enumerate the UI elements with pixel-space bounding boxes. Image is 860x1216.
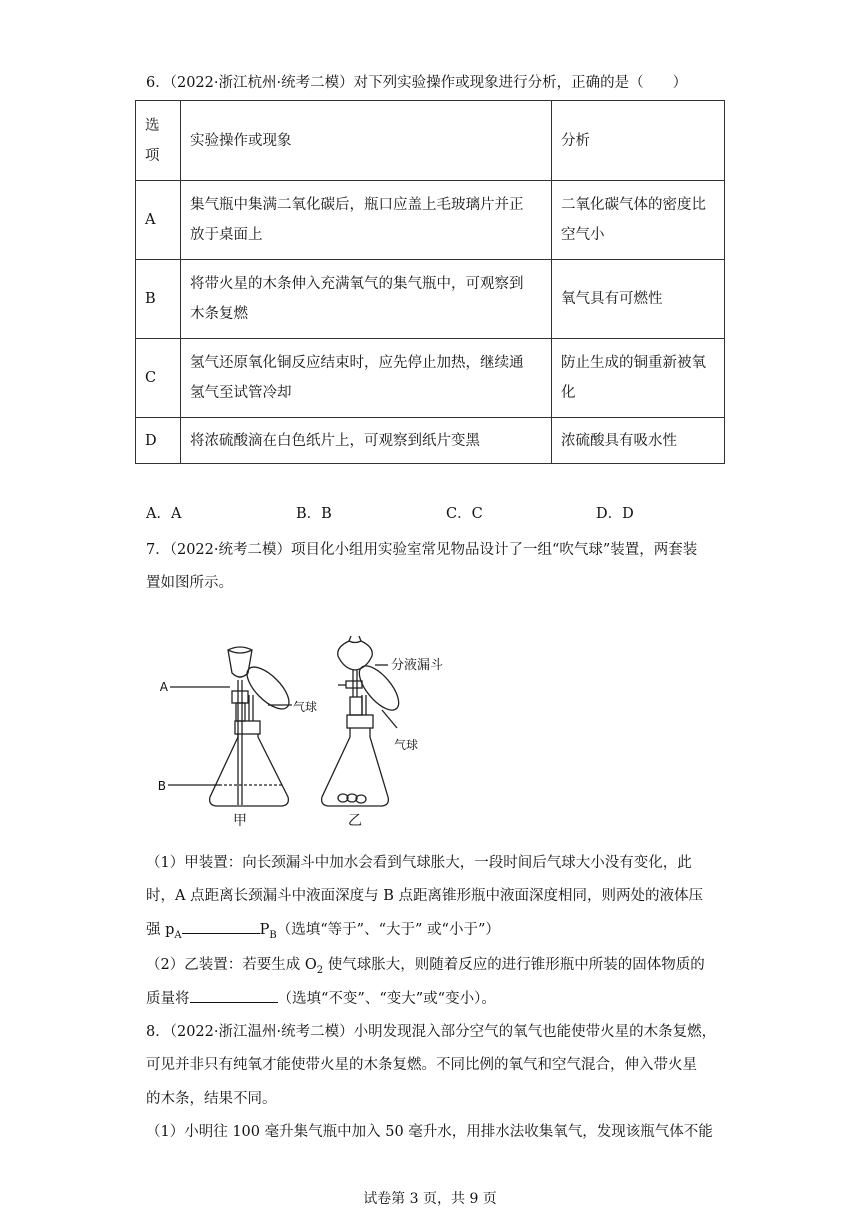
q8-line4: （1）小明往 100 毫升集气瓶中加入 50 毫升水，用排水法收集氧气，发现该瓶气体不能 — [146, 1124, 713, 1140]
header-analysis: 分析 — [552, 101, 725, 181]
table-row — [136, 260, 725, 339]
row-option: B — [136, 260, 181, 339]
q7-part1-line3: 强 $p_A$ $P_B$（选填“等于”、“大于” 或“小于”） — [146, 919, 500, 946]
q7-stem-line1: 7．（2022·统考二模）项目化小组用实验室常见物品设计了一组“吹气球”装置，两套装 — [146, 542, 698, 558]
header-operation: 实验操作或现象 — [181, 101, 552, 181]
row-operation: 集气瓶中集满二氧化碳后，瓶口应盖上毛玻璃片并正 放于桌面上 — [181, 181, 552, 260]
table-row — [136, 181, 725, 260]
page-footer: 试卷第 3 页，共 9 页 — [363, 1191, 497, 1207]
answer-blank-1[interactable] — [182, 919, 260, 934]
row-operation: 氢气还原氧化铜反应结束时，应先停止加热，继续通 氢气至试管冷却 — [181, 339, 552, 418]
q7-stem-line2: 置如图所示。 — [146, 575, 233, 591]
label-b: B — [157, 779, 166, 793]
q6-stem: 6．（2022·浙江杭州·统考二模）对下列实验操作或现象进行分析，正确的是（ ） — [146, 75, 688, 91]
row-analysis: 氧气具有可燃性 — [552, 260, 725, 339]
row-analysis: 防止生成的铜重新被氧 化 — [552, 339, 725, 418]
row-operation: 将浓硫酸滴在白色纸片上，可观察到纸片变黑 — [181, 418, 552, 464]
row-analysis: 浓硫酸具有吸水性 — [552, 418, 725, 464]
row-option: D — [136, 418, 181, 464]
q7-part1-line2: 时，A 点距离长颈漏斗中液面深度与 B 点距离锥形瓶中液面深度相同，则两处的液体压 — [146, 888, 703, 904]
option-a[interactable]: A．A — [146, 506, 182, 522]
table-row — [136, 339, 725, 418]
option-d[interactable]: D．D — [596, 506, 634, 522]
label-balloon-2: 气球 — [394, 738, 419, 752]
row-operation: 将带火星的木条伸入充满氧气的集气瓶中，可观察到 木条复燃 — [181, 260, 552, 339]
header-option: 选 项 — [136, 101, 181, 181]
row-option: A — [136, 181, 181, 260]
q7-apparatus-figure — [150, 625, 450, 830]
q8-line2: 可见并非只有纯氧才能使带火星的木条复燃。不同比例的氧气和空气混合，伸入带火星 — [146, 1057, 697, 1073]
q7-part2-line1: （2）乙装置：若要生成 $O_2$ 使气球胀大，则随着反应的进行锥形瓶中所装的固体物质的 — [146, 957, 705, 976]
q6-table — [135, 100, 725, 464]
q7-part1-line1: （1）甲装置：向长颈漏斗中加水会看到气球胀大，一段时间后气球大小没有变化，此 — [146, 855, 692, 871]
row-analysis: 二氧化碳气体的密度比 空气小 — [552, 181, 725, 260]
option-c[interactable]: C．C — [446, 506, 483, 522]
caption-yi: 乙 — [348, 813, 362, 829]
label-funnel: 分液漏斗 — [391, 658, 444, 673]
caption-jia: 甲 — [233, 813, 247, 829]
q8-line1: 8．（2022·浙江温州·统考二模）小明发现混入部分空气的氧气也能使带火星的木条复燃， — [146, 1024, 717, 1040]
q8-line3: 的木条，结果不同。 — [146, 1091, 277, 1107]
row-option: C — [136, 339, 181, 418]
label-a: A — [159, 680, 168, 694]
table-row — [136, 418, 725, 464]
option-b[interactable]: B．B — [296, 506, 332, 522]
q7-part2-line2: 质量将 （选填“不变”、“变大”或“变小）。 — [146, 988, 496, 1009]
answer-blank-2[interactable] — [190, 988, 278, 1003]
label-balloon-1: 气球 — [293, 700, 318, 714]
table-header-row — [136, 101, 725, 181]
